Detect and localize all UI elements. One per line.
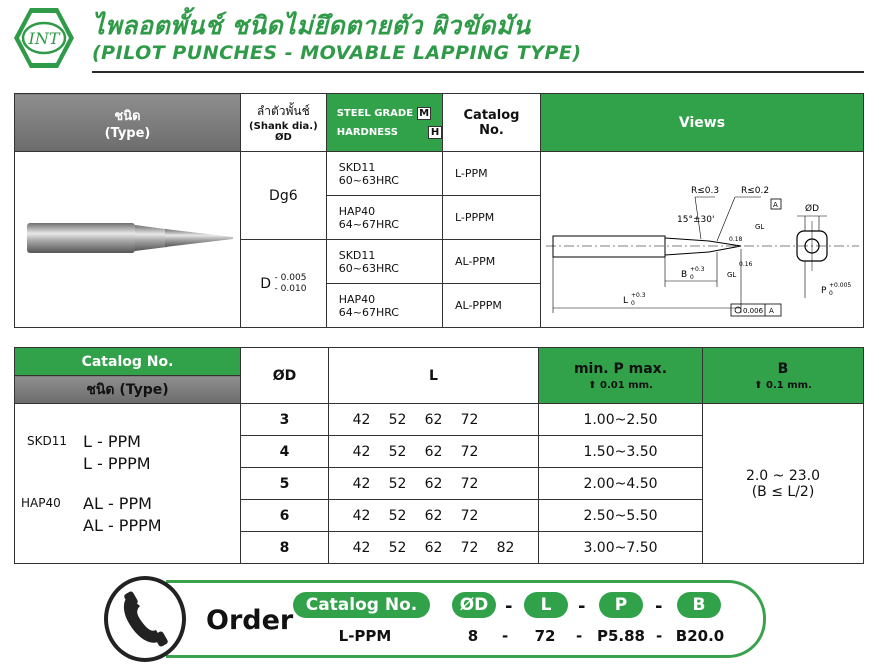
hardness-box: H [428,126,442,139]
title-divider [92,71,864,73]
hardness-1: 60~63HRC [338,173,399,187]
dim-gl-bottom: GL [727,271,737,279]
spec-col-grade [326,94,442,152]
order-value-d: 8 [467,627,479,645]
catalog-types-cell [15,404,241,564]
spec-col-type [15,94,241,152]
h-d: ØD [241,348,329,404]
spec-catalog-3: AL-PPM [443,240,541,284]
col-type-en: (Type) [104,125,151,141]
pill-d: ØD [452,592,496,618]
group2-code1: AL - PPM [83,493,152,513]
shank-d-tol [240,240,326,328]
spec-table [14,93,864,328]
col-catalog-1: Catalog [463,107,520,123]
type-image-cell [15,152,241,328]
dim-angle: 15°±30' [677,215,715,225]
material-4: HAP40 [338,292,376,306]
dim-r2: R≤0.2 [741,186,770,196]
spec-catalog-4: AL-PPPM [443,284,541,328]
dim-p-sub: 0 [829,290,833,297]
h-p [539,348,703,404]
col-shank-th: ลำตัวพั้นช์ [256,104,310,118]
spec-material-1 [326,152,442,196]
dim-p: P [821,286,827,296]
dash-1: - [505,596,513,617]
up-arrow-icon: ⬆ [754,379,763,391]
hardness-2: 64~67HRC [338,217,399,231]
group1-code1: L - PPM [83,431,141,451]
group2-code2: AL - PPPM [83,515,162,535]
logo-text: INT [28,29,60,48]
title-thai: ไพลอตพั้นช์ ชนิดไม่ยึดตายตัว ผิวขัดมัน [92,11,531,40]
catalog-table [14,347,864,564]
catalog-row-1 [15,404,864,436]
punch-image [15,153,239,323]
order-value-p: P5.88 [596,627,645,645]
title-english: (PILOT PUNCHES - MOVABLE LAPPING TYPE) [92,42,582,64]
steel-grade-text: STEEL GRADE [336,107,414,119]
p-value-5: 3.00~7.50 [539,532,703,564]
col-catalog-2: No. [479,122,504,138]
h-b-label: B [777,360,789,377]
hardness-text: HARDNESS [336,126,398,138]
p-value-4: 2.50~5.50 [539,500,703,532]
spec-material-4 [326,284,442,328]
l-values-1: 42 52 62 72 [329,404,539,436]
d-value-4: 6 [241,500,329,532]
dim-018: 0.18 [729,236,743,243]
dim-l-tol: +0.3 [631,292,646,299]
pill-p: P [599,592,643,618]
h-b [703,348,864,404]
dim-d: ØD [805,204,820,214]
dim-l-sub: 0 [631,300,635,307]
phone-oval [104,576,186,662]
spec-material-2 [326,196,442,240]
spec-col-shank [240,94,326,152]
dash-2: - [578,596,586,617]
dash-3: - [655,596,663,617]
shank-tol-upper: - 0.005 [274,272,307,283]
order-label: Order [206,605,294,636]
h-l: L [329,348,539,404]
dim-b-sub: 0 [690,274,694,281]
steel-grade-box: M [417,107,431,120]
material-2: HAP40 [338,204,376,218]
dim-l: L [623,296,629,306]
dim-016: 0.16 [739,261,753,268]
shank-d: D [260,275,272,292]
p-value-3: 2.00~4.50 [539,468,703,500]
int-logo [12,6,76,70]
d-value-2: 4 [241,436,329,468]
p-value-1: 1.00~2.50 [539,404,703,436]
spec-material-3 [326,240,442,284]
order-value-b: B20.0 [675,627,725,645]
h-catalog: Catalog No. [15,348,241,376]
l-values-5: 42 52 62 72 82 [329,532,539,564]
pill-catalog-no: Catalog No. [293,592,430,618]
hardness-3: 60~63HRC [338,261,399,275]
h-type: ชนิด (Type) [15,376,241,404]
steel-grade-label [327,107,442,120]
pill-b: B [677,592,721,618]
l-values-2: 42 52 62 72 [329,436,539,468]
dim-p-tol: +0.005 [829,282,852,289]
material-3: SKD11 [338,248,376,262]
col-shank-en: (Shank dia.) ØD [249,121,318,143]
phone-icon [108,580,182,658]
b-range: 2.0 ~ 23.0 [745,467,821,484]
b-range-cell [703,404,864,564]
catalog-header-row-1 [15,348,864,376]
d-value-3: 5 [241,468,329,500]
dim-r1: R≤0.3 [691,186,720,196]
l-values-3: 42 52 62 72 [329,468,539,500]
order-dash-v1: - [502,627,509,645]
spec-row-1 [15,152,864,196]
d-value-5: 8 [241,532,329,564]
l-values-4: 42 52 62 72 [329,500,539,532]
up-arrow-icon: ⬆ [588,379,597,391]
spec-catalog-1: L-PPM [443,152,541,196]
shank-tol-lower: - 0.010 [274,283,307,294]
order-dash-v2: - [576,627,583,645]
p-value-2: 1.50~3.50 [539,436,703,468]
group1-code2: L - PPPM [83,453,151,473]
dim-a: A [773,201,778,209]
b-note: (B ≤ L/2) [751,483,815,500]
spec-header-row [15,94,864,152]
dim-conc-ref: A [769,307,774,315]
h-p-unit: 0.01 mm. [600,379,653,391]
dim-gl-top: GL [755,223,765,231]
order-value-catalog: L-PPM [338,627,392,645]
dim-conc: 0.006 [743,307,764,315]
col-type-th: ชนิด [114,108,141,124]
material-1: SKD11 [338,160,376,174]
pill-l: L [524,592,568,618]
dim-b-tol: +0.3 [690,266,705,273]
order-value-l: 72 [534,627,556,645]
hardness-label [327,126,442,139]
spec-col-catalog [443,94,541,152]
shank-dg6: Dg6 [240,152,326,240]
group1-material: SKD11 [27,433,67,448]
h-b-unit: 0.1 mm. [766,379,812,391]
views-drawing-cell [541,152,864,328]
h-p-label: min. P max. [573,360,668,377]
order-dash-v3: - [656,627,663,645]
hardness-4: 64~67HRC [338,305,399,319]
group2-material: HAP40 [21,495,61,510]
dim-b: B [681,270,688,280]
d-value-1: 3 [241,404,329,436]
technical-drawing [541,153,863,323]
spec-catalog-2: L-PPPM [443,196,541,240]
spec-col-views: Views [541,94,864,152]
